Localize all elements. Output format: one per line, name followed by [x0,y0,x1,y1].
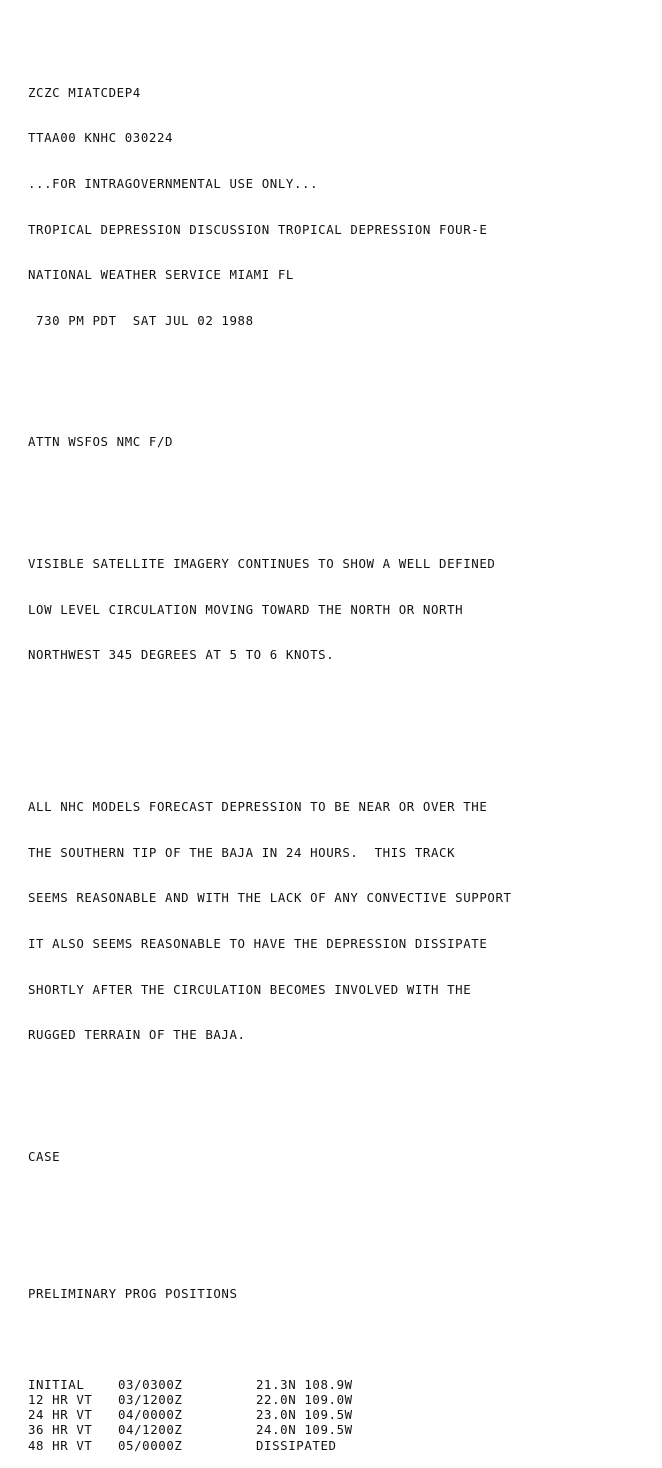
header-line: TTAA00 KNHC 030224 [28,130,174,146]
prog-time: 04/1200Z [118,1422,183,1438]
header-block [28,54,648,358]
discussion-document [28,24,648,1468]
header-line: ...FOR INTRAGOVERNMENTAL USE ONLY... [28,176,319,191]
header-line: ZCZC MIATCDEP4 [28,84,141,100]
prog-label: 12 HR VT [28,1391,93,1407]
prog-label: INITIAL [28,1376,85,1392]
paragraph-line: LOW LEVEL CIRCULATION MOVING TOWARD THE NORTH OR NORTH [28,601,464,617]
forecaster-signature: CASE [28,1148,61,1164]
prog-label: 48 HR VT [28,1437,93,1453]
table-row [28,1407,456,1422]
prog-time: 03/0300Z [118,1376,183,1392]
prog-time: 04/0000Z [118,1407,183,1423]
prog-position: DISSIPATED [256,1437,337,1453]
spacer [28,1103,648,1118]
paragraph-line: RUGGED TERRAIN OF THE BAJA. [28,1027,246,1043]
paragraph-line: ALL NHC MODELS FORECAST DEPRESSION TO BE NEAR OR OVER THE [28,799,488,815]
table-row [28,1377,456,1392]
paragraph-line: VISIBLE SATELLITE IMAGERY CONTINUES TO SHOW A WELL DEFINED [28,555,496,571]
paragraph-line: THE SOUTHERN TIP OF THE BAJA IN 24 HOURS. THIS TRACK [28,844,456,860]
spacer [28,1331,648,1346]
header-line: 730 PM PDT SAT JUL 02 1988 [28,312,254,328]
spacer [28,389,648,404]
paragraph-line: SEEMS REASONABLE AND WITH THE LACK OF ANY CONVECTIVE SUPPORT [28,890,512,906]
attn-line: ATTN WSFOS NMC F/D [28,434,174,450]
header-line: NATIONAL WEATHER SERVICE MIAMI FL [28,267,294,283]
spacer [28,723,648,738]
paragraph-models [28,769,648,1073]
table-row [28,1438,456,1453]
prog-positions-title: PRELIMINARY PROG POSITIONS [28,1285,238,1301]
prog-label: 36 HR VT [28,1422,93,1438]
paragraph-line: SHORTLY AFTER THE CIRCULATION BECOMES INVOLVED WITH THE [28,981,472,997]
table-row [28,1422,456,1437]
prog-positions-table [28,1377,456,1453]
prog-position: 22.0N 109.0W [256,1391,353,1407]
spacer [28,1194,648,1209]
spacer [28,480,648,495]
prog-label: 24 HR VT [28,1407,93,1423]
paragraph-line: IT ALSO SEEMS REASONABLE TO HAVE THE DEPRESSION DISSIPATE [28,935,488,951]
prog-position: 23.0N 109.5W [256,1407,353,1423]
paragraph-line: NORTHWEST 345 DEGREES AT 5 TO 6 KNOTS. [28,647,335,663]
header-line: TROPICAL DEPRESSION DISCUSSION TROPICAL DEPRESSION FOUR-E [28,221,488,237]
prog-time: 03/1200Z [118,1391,183,1407]
spacer [28,1240,648,1255]
prog-time: 05/0000Z [118,1437,183,1453]
paragraph-satellite [28,526,648,693]
prog-position: 21.3N 108.9W [256,1376,353,1392]
table-row [28,1392,456,1407]
prog-position: 24.0N 109.5W [256,1422,353,1438]
